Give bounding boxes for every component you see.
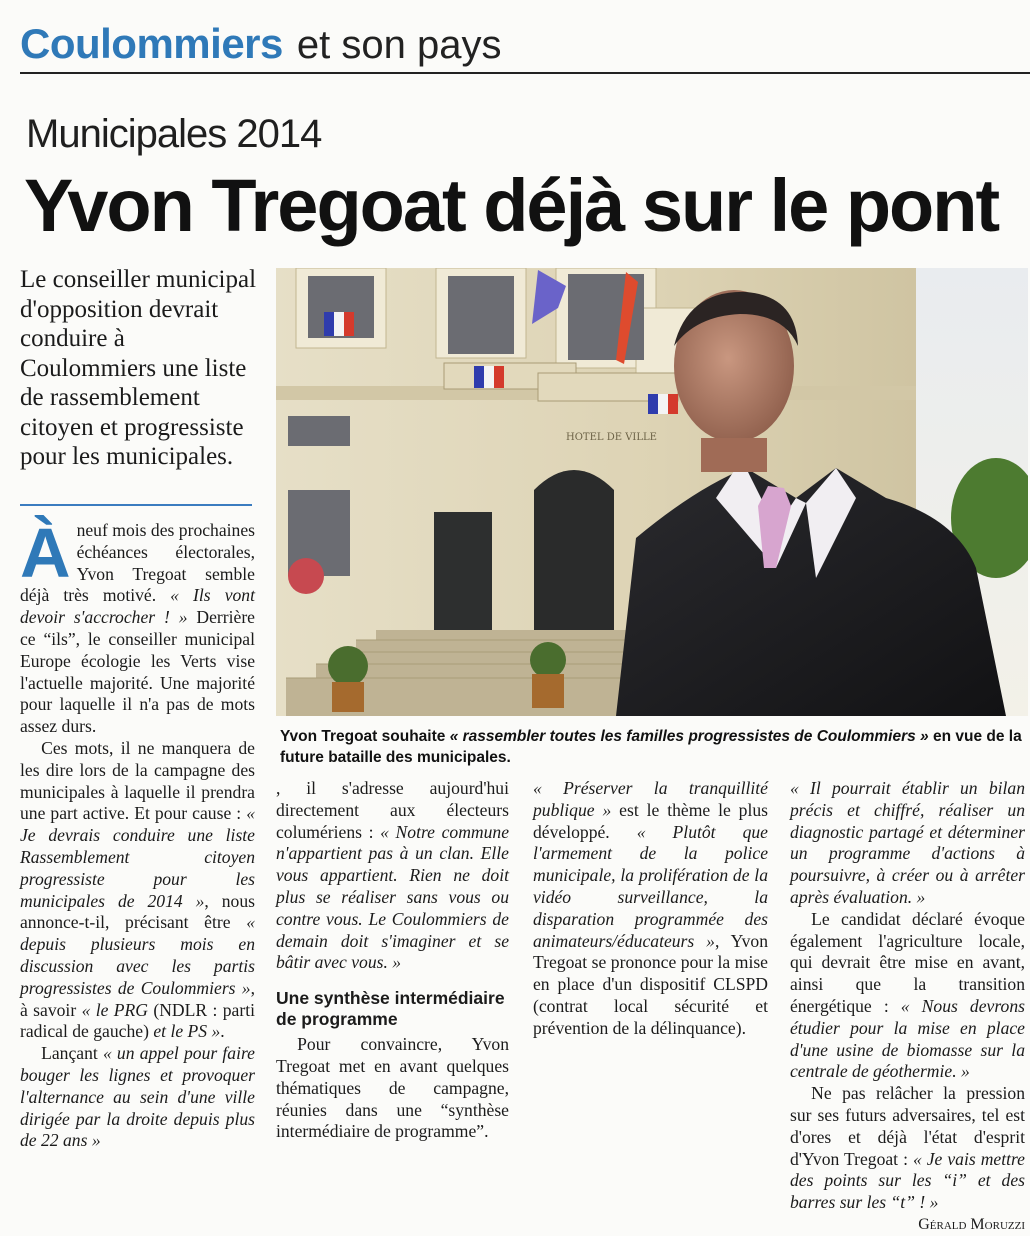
paragraph-3-end: , il s'adresse aujourd'hui directement aux électeurs columériens : « Notre commune n'appartient pas à un clan. Elle vous appartient. Rien ne doit plus se réaliser sans vous ou contre vous. Le Coulommiers de demain doit s'imaginer et se bâtir avec vous. » <box>276 778 510 973</box>
subheading: Une synthèse intermédiaire de programme <box>276 988 505 1030</box>
article-photo <box>276 268 1028 716</box>
header-rule <box>20 72 1030 74</box>
section-brand: Coulommiers <box>20 20 283 67</box>
paragraph-4-mid: « Préserver la tranquillité publique » est le thème le plus développé. « Plutôt que l'armement de la police municipale, la prolifération de la vidéo surveillance, la disparation programmée des animateurs/éducateurs », Yvon Tregoat se prononce pour la mise en place d'un dispositif CLSPD (contrat local sécurité et prévention de la délinquance). <box>533 778 768 1038</box>
kicker: Municipales 2014 <box>26 112 322 156</box>
paragraph-5: Le candidat déclaré évoque également l'agriculture locale, qui devrait être mise en avant, ainsi que la transition énergétique : « Nous devrons étudier pour la mise en place d'une usine de biomasse sur la centrale de géothermie. » <box>790 908 1025 1082</box>
paragraph-1: Àneuf mois des prochaines échéances électorales, Yvon Tregoat semble déjà très motivé. « Ils vont devoir s'accrocher ! » Derrière ce “ils”, le conseiller municipal Europe écologie les Verts vise l'actuelle majorité. Une majorité pour laquelle il n'a pas de mots assez durs. <box>20 514 255 737</box>
caption-quote: « rassembler toutes les familles progressistes de Coulommiers » <box>449 728 929 745</box>
paragraph-2: Ces mots, il ne manquera de les dire lors de la campagne des municipales à laquelle il prendra une part active. Et pour cause : « Je devrais conduire une liste Rassemblement citoyen progressiste pour les municipales de 2014 », nous annonce-t-il, précisant être « depuis plusieurs mois en discussion avec les partis progressistes de Coulommiers », à savoir « le PRG (NDLR : parti radical de gauche) et le PS ». <box>20 737 255 1042</box>
caption-text-end: en vue de la future bataille des municipales. <box>280 728 1022 766</box>
headline: Yvon Tregoat déjà sur le pont <box>24 164 999 247</box>
article-column-1 <box>20 514 255 1152</box>
section-header <box>20 18 1030 70</box>
dropcap: À <box>20 514 71 592</box>
standfirst-rule <box>20 504 252 506</box>
author-signature: Gérald Moruzzi <box>918 1215 1025 1233</box>
article-column-2 <box>276 778 509 1143</box>
article-column-3 <box>533 778 768 1040</box>
paragraph-4-end: « Il pourrait établir un bilan précis et chiffré, réaliser un diagnostic partagé et déterminer un programme d'actions à poursuivre, à créer ou à arrêter après évaluation. » <box>790 778 1025 907</box>
building-sign: HOTEL DE VILLE <box>566 432 657 443</box>
section-subtitle: et son pays <box>296 23 502 67</box>
standfirst: Le conseiller municipal d'opposition devrait conduire à Coulommiers une liste de rassemblement citoyen et progressiste pour les municipales. <box>20 266 257 470</box>
caption-text-start: Yvon Tregoat souhaite <box>280 728 450 745</box>
paragraph-6: Ne pas relâcher la pression sur ses futurs adversaires, tel est d'ores et déjà l'état d'esprit d'Yvon Tregoat : « Je vais mettre des points sur les “i” et des barres sur les “t” ! » <box>790 1083 1025 1213</box>
photo-caption <box>280 726 1025 768</box>
paragraph-4-start: Pour convaincre, Yvon Tregoat met en avant quelques thématiques de campagne, réunies dans une “synthèse intermédiaire de programme”. <box>276 1034 509 1142</box>
paragraph-3-start: Lançant « un appel pour faire bouger les lignes et provoquer l'alternance au sein d'une ville dirigée par la droite depuis plus de 22 ans » <box>20 1043 255 1151</box>
article-column-4 <box>790 778 1025 1236</box>
